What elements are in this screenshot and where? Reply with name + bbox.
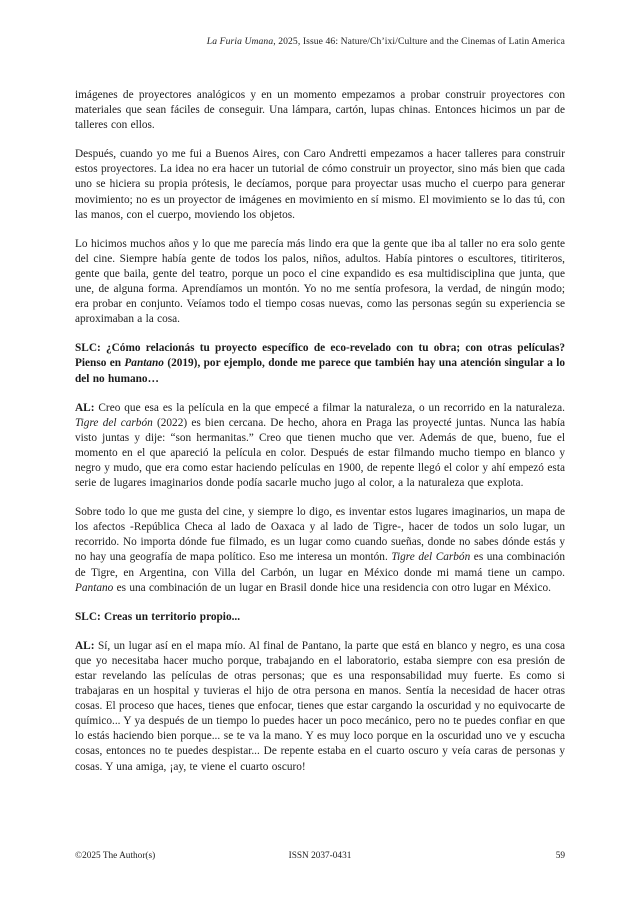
answer-continuation-paragraph (75, 88, 565, 133)
interviewer-question (75, 341, 565, 386)
text-run: es una combinación de un lugar en Brasil donde hice una residencia con otro lugar en México. (113, 581, 551, 594)
text-run: Tigre del Carbón (391, 551, 471, 564)
answer-paragraph (75, 505, 565, 596)
text-run: (2019), por ejemplo, donde me parece que también hay una atención singular a lo del no humano… (75, 357, 565, 385)
text-run: Creo que esa es la película en la que empecé a filmar la naturaleza, o un recorrido en la naturaleza. (94, 401, 565, 414)
issn-label: ISSN 2037-0431 (288, 851, 352, 861)
text-run: Pantano (124, 357, 164, 370)
interviewer-question (75, 610, 565, 625)
text-run: Sobre todo lo que me gusta del cine, y siempre lo digo, es inventar estos lugares imaginarios, un mapa de los afectos -República Checa al lado de Oaxaca y al lado de Tigre-, hacer de todos un solo lugar, un recorrido. No importa dónde fue filmado, es un lugar como cuando sueñas, donde no sabes dónde estás y no hay una geografía de mapa político. Eso me interesa un montón. (75, 506, 565, 564)
text-run: La Furia Umana (206, 36, 274, 47)
interviewee-answer (75, 401, 565, 492)
text-run: , 2025, Issue 46: Nature/Ch’ixi/Culture and the Cinemas of Latin America (273, 36, 565, 47)
text-run: imágenes de proyectores analógicos y en un momento empezamos a probar construir proyectores con materiales que sean fáciles de conseguir. Una lámpara, cartón, lupas chinas. Entonces hicimos un par de talleres con ellos. (75, 89, 565, 132)
running-header (75, 36, 565, 48)
text-run: Pantano (75, 581, 114, 594)
page-number: 59 (555, 851, 565, 861)
answer-paragraph (75, 147, 565, 222)
interviewee-answer (75, 639, 565, 775)
text-run: SLC: Creas un territorio propio... (75, 610, 241, 623)
text-run: SLC: ¿Cómo relacionás tu proyecto específico de eco-revelado con tu obra; con otras películas? Pienso en (75, 342, 565, 370)
text-run: Tigre del carbón (75, 416, 153, 429)
page-footer (75, 850, 565, 862)
text-run: AL: (75, 401, 95, 414)
text-run: Sí, un lugar así en el mapa mío. Al final de Pantano, la parte que está en blanco y negro, es una cosa que yo necesitaba hacer mucho porque, trabajando en el laboratorio, estaba siempre con esa presión de estar revelando las películas de otras personas; que es una responsabilidad muy fuerte. Es como si trabajaras en un hospital y tuvieras el hijo de otra persona en manos. Sentía la necesidad de hacer otras cosas. El proceso que haces, tienes que enfocar, tienes que estar cargando la oscuridad y no equivocarte de químico... Y ya después de un tiempo lo puedes hacer un poco mecánico, pero no te puedes confiar en que lo estás haciendo bien porque... se te va la mano. Y es muy loco porque en la oscuridad uno ve y escucha cosas, entonces no te puedes despistar... De repente estaba en el cuarto oscuro y veía caras de personas y cosas. Y una amiga, ¡ay, te viene el cuarto oscuro! (75, 639, 565, 773)
answer-paragraph (75, 237, 565, 328)
article-body (75, 88, 565, 789)
text-run: Lo hicimos muchos años y lo que me parecía más lindo era que la gente que iba al taller no era solo gente del cine. Siempre había gente de todos los palos, niños, adultos. Había pintores o escultores, titiriteros, gente que baila, gente del teatro, porque un poco el cine expandido es esa multidisciplina que junta, que une, de alguna forma. Aprendíamos un montón. Yo no me sentía profesora, la verdad, de ningún modo; era probar en conjunto. Veíamos todo el tiempo cosas nuevas, como las personas según su experiencia se aproximaban a la cosa. (75, 237, 565, 326)
text-run: (2022) es bien cercana. De hecho, ahora en Praga las proyecté juntas. Nunca las había visto juntas y dije: “son hermanitas.” Creo que tienen mucho que ver. Además de que, bueno, fue el momento en el que apareció la película en color. Después de estar filmando mucho tiempo en blanco y negro y mudo, que era como estar haciendo películas en 1900, de repente llegó el color y ahí empezó esta serie de lugares imaginarios donde podía sacarle mucho jugo al color, a la naturaleza que explota. (75, 416, 565, 490)
text-run: Después, cuando yo me fui a Buenos Aires, con Caro Andretti empezamos a hacer talleres para construir estos proyectores. La idea no era hacer un tutorial de cómo construir un proyector, sino más bien que cada uno se hiciera su propia prótesis, le decíamos, porque para proyectar usas mucho el cuerpo para generar movimiento; no es un proyector de imágenes en movimiento en sí mismo. El movimiento se lo das tú, con las manos, con el cuerpo, moviendo los objetos. (75, 148, 565, 221)
text-run: AL: (75, 639, 95, 652)
copyright-notice: ©2025 The Author(s) (75, 851, 156, 861)
text-run: es una combinación de Tigre, en Argentina, con Villa del Carbón, un lugar en México donde mi mamá tiene un campo. (75, 551, 565, 579)
